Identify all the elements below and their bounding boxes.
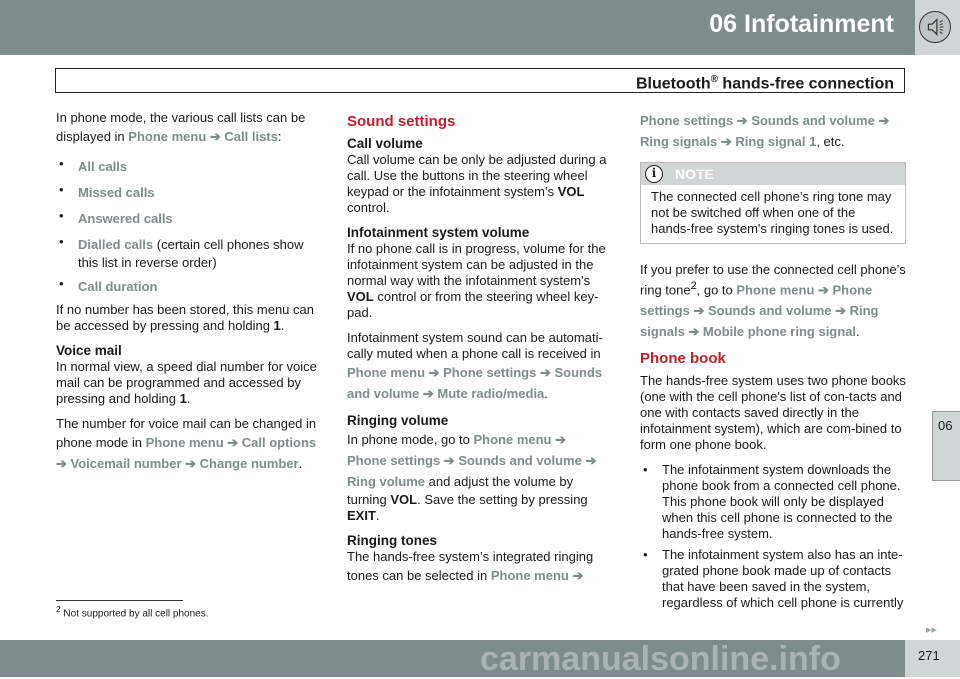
arrow-icon: ➔ xyxy=(831,303,850,319)
menu-path-link: Phone menu xyxy=(128,129,207,144)
text: In phone mode, go to xyxy=(347,432,474,447)
paragraph xyxy=(347,549,609,586)
bold-text: VOL xyxy=(557,184,585,199)
footnote xyxy=(56,604,209,619)
text: control. xyxy=(347,200,390,215)
section-title xyxy=(55,68,905,93)
bold-text: 1 xyxy=(273,318,281,333)
text: The connected cell phone’s ring tone may not be switched off when one of the hands-free system's ringing tones is used. xyxy=(651,189,894,236)
subheading xyxy=(347,225,609,241)
text: , go to xyxy=(696,282,737,298)
text: If you prefer to use the connected cell phone’s ring tone xyxy=(640,262,906,298)
menu-path-link: Ring signals xyxy=(640,134,718,149)
note-body xyxy=(641,185,905,243)
text: . xyxy=(280,318,285,333)
note-title: NOTE xyxy=(675,166,714,182)
paragraph xyxy=(640,373,906,453)
paragraph xyxy=(56,302,321,334)
arrow-icon: ➔ xyxy=(419,386,438,401)
chapter-title: 06 Infotainment xyxy=(709,10,894,38)
arrow-icon: ➔ xyxy=(551,432,567,447)
arrow-icon: ➔ xyxy=(536,365,555,380)
menu-path-link: Sounds and volume xyxy=(751,113,875,128)
arrow-icon: ➔ xyxy=(56,456,71,471)
menu-path-link: Phone settings xyxy=(640,113,734,128)
menu-path-link: Phone menu xyxy=(490,568,569,583)
menu-path-link: Change number xyxy=(199,456,299,471)
section-heading xyxy=(640,351,906,367)
menu-path-link: Ring signal 1 xyxy=(735,134,817,149)
list-item xyxy=(56,182,321,203)
column-left xyxy=(56,110,321,483)
menu-path-link: Sounds and volume xyxy=(707,303,832,319)
menu-path-link: Phone settings xyxy=(443,365,537,380)
text: . xyxy=(544,386,548,401)
paragraph xyxy=(347,241,609,321)
menu-path-link: Phone menu xyxy=(473,432,552,447)
bold-text: 1 xyxy=(179,391,187,406)
subheading xyxy=(347,413,609,429)
menu-path-link: Call options xyxy=(241,435,317,450)
menu-path-link: Phone menu xyxy=(145,435,224,450)
paragraph xyxy=(56,359,321,407)
subheading xyxy=(56,343,321,359)
text: Sound settings xyxy=(347,113,456,130)
arrow-icon: ➔ xyxy=(223,435,242,450)
section-title-rest: hands-free connection xyxy=(717,75,894,93)
text: The number for voice mail can be changed in phone mode in xyxy=(56,416,317,450)
menu-path-link: Phone menu xyxy=(347,365,426,380)
info-icon: i xyxy=(645,165,663,183)
text: The hands-free system’s integrated ringing tones can be selected in xyxy=(347,549,594,583)
paragraph xyxy=(56,110,321,147)
text: . xyxy=(186,391,191,406)
arrow-icon: ➔ xyxy=(717,134,736,149)
menu-path-link: Mobile phone ring signal xyxy=(702,324,857,340)
list-item xyxy=(56,208,321,229)
subheading xyxy=(347,136,609,152)
menu-path-link: Phone settings xyxy=(347,453,441,468)
text: The infotainment system downloads the phone book from a connected cell phone. This phone book will only be displayed when this cell phone is connected to the hands-free system. xyxy=(662,462,901,542)
menu-path-link: All calls xyxy=(78,159,128,174)
menu-path-link: Voicemail number xyxy=(70,456,182,471)
paragraph xyxy=(347,152,609,216)
menu-path-link: Sounds and volume xyxy=(458,453,582,468)
watermark: carmanualsonline.info xyxy=(480,640,841,678)
arrow-icon: ➔ xyxy=(581,453,597,468)
bold-text: VOL xyxy=(390,492,418,507)
menu-path-link: Sounds and volume xyxy=(347,365,603,401)
footnote-text: Not supported by all cell phones. xyxy=(60,608,209,620)
menu-path-link: Missed calls xyxy=(78,185,155,200)
bold-text: VOL xyxy=(347,289,374,304)
paragraph xyxy=(347,330,609,404)
arrow-icon: ➔ xyxy=(568,568,584,583)
column-middle xyxy=(347,110,609,595)
chapter-side-tab[interactable]: 06 xyxy=(932,411,960,481)
arrow-icon: ➔ xyxy=(181,456,200,471)
text: Ringing volume xyxy=(347,413,449,428)
text: : xyxy=(277,129,282,144)
text: In phone mode, the various call lists can be displayed in xyxy=(56,110,306,144)
menu-path-link: Phone settings xyxy=(640,282,873,319)
paragraph xyxy=(640,110,906,152)
footnote-divider xyxy=(56,600,183,601)
continue-icon: ▸▸ xyxy=(926,624,938,636)
section-heading xyxy=(347,114,609,130)
menu-path-link: Phone menu xyxy=(736,282,815,298)
menu-path-link: Ring volume xyxy=(347,474,426,489)
text: If no phone call is in progress, volume for the infotainment system can be adjusted in the normal way with the infotainment system's xyxy=(347,241,606,288)
speaker-icon xyxy=(919,11,951,43)
text: Call volume xyxy=(347,136,423,151)
footnote-number: 2 xyxy=(56,604,61,614)
note-header xyxy=(641,163,905,185)
menu-path-link: Dialled calls xyxy=(78,237,154,252)
note-box xyxy=(640,162,906,244)
menu-path-link: Call lists xyxy=(224,129,278,144)
text: The infotainment system also has an inte-grated phone book made up of contacts that have been saved in the system, regardless of which cell phone is currently xyxy=(662,547,904,611)
menu-path-link: Mute radio/media xyxy=(437,386,545,401)
arrow-icon: ➔ xyxy=(425,365,444,380)
arrow-icon: ➔ xyxy=(206,129,225,144)
text: Infotainment system volume xyxy=(347,225,530,240)
menu-path-link: Answered calls xyxy=(78,211,173,226)
arrow-icon: ➔ xyxy=(684,324,703,340)
text: . Save the setting by pressing xyxy=(417,492,588,507)
paragraph xyxy=(56,416,321,474)
column-right xyxy=(640,110,906,616)
arrow-icon: ➔ xyxy=(689,303,708,319)
text: Phone book xyxy=(640,350,726,368)
page-number: 271 xyxy=(918,648,940,663)
list-item xyxy=(640,547,906,611)
text: Ringing tones xyxy=(347,533,437,548)
menu-path-link: Call duration xyxy=(78,279,158,294)
text: Voice mail xyxy=(56,343,122,358)
list-item xyxy=(56,276,321,297)
menu-path-link: Ring signals xyxy=(640,303,879,340)
paragraph xyxy=(347,429,609,524)
list-item xyxy=(56,234,321,271)
text: . xyxy=(298,456,303,471)
arrow-icon: ➔ xyxy=(874,113,890,128)
text: In normal view, a speed dial number for voice mail can be programmed and accessed by pressing and holding xyxy=(56,359,317,406)
arrow-icon: ➔ xyxy=(440,453,459,468)
footnote-ref: 2 xyxy=(690,280,697,292)
paragraph xyxy=(640,262,906,342)
registered-mark: ® xyxy=(710,74,718,85)
subheading xyxy=(347,533,609,549)
text: (certain cell phones show this list in reverse order) xyxy=(78,237,304,270)
text: control or from the steering wheel key-pad. xyxy=(347,289,599,320)
text: . xyxy=(375,508,380,523)
list-item xyxy=(56,156,321,177)
bold-text: EXIT xyxy=(347,508,376,523)
text: The hands-free system uses two phone books (one with the cell phone's list of con-tacts and one with contacts saved directly in the infotainment system), which are com-bined to form one phone book. xyxy=(640,373,906,453)
text: and adjust the volume by turning xyxy=(347,474,574,507)
arrow-icon: ➔ xyxy=(814,282,833,298)
section-title-text: Bluetooth xyxy=(635,75,711,93)
text: . xyxy=(856,324,860,340)
arrow-icon: ➔ xyxy=(733,113,752,128)
text: Call volume can be only be adjusted during a call. Use the buttons in the steering wheel keypad or the infotainment system’s xyxy=(347,152,607,199)
list-item xyxy=(640,462,906,542)
text: , etc. xyxy=(816,134,845,149)
text: If no number has been stored, this menu can be accessed by pressing and holding xyxy=(56,302,314,333)
text: Infotainment system sound can be automati-cally muted when a phone call is received in xyxy=(347,330,603,361)
